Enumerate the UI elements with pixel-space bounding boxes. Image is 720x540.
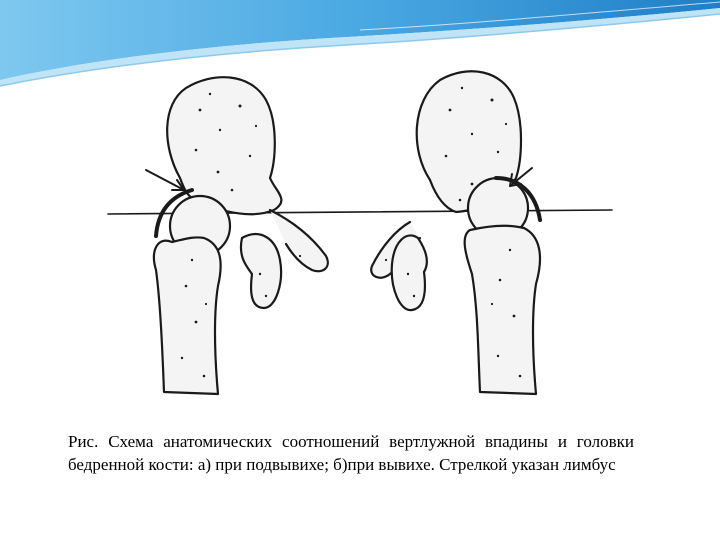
right-femur [465,226,540,394]
hip-joint-illustration [100,60,630,410]
left-femur [154,237,221,394]
figure-caption: Рис. Схема анатомических соотношений вертлужной впадины и головки бедренной кости: а) при подвывихе; б)при вывихе. Стрелкой указан лимбус [68,432,634,474]
right-ischium [392,236,427,311]
left-ischium [241,234,281,308]
